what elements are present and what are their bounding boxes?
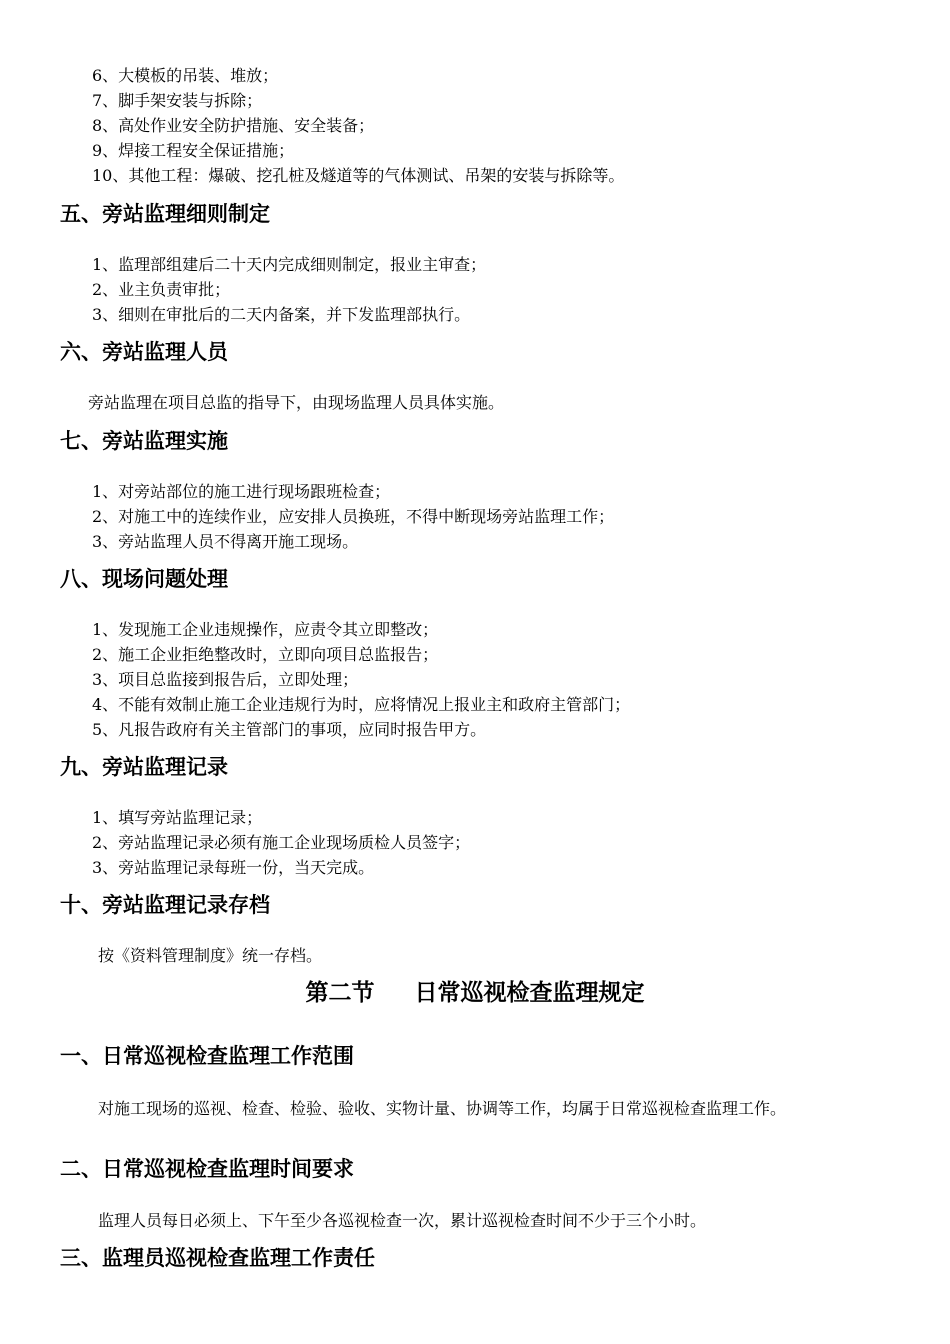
paragraph: 旁站监理在项目总监的指导下，由现场监理人员具体实施。 [88,393,505,412]
list-item: 1、监理部组建后二十天内完成细则制定，报业主审查； [92,255,487,274]
list-item: 7、脚手架安装与拆除； [92,91,263,110]
section-heading: 三、监理员巡视检查监理工作责任 [60,1246,375,1270]
section-heading: 十、旁站监理记录存档 [60,893,270,917]
list-item: 3、旁站监理记录每班一份，当天完成。 [92,858,375,877]
list-item: 4、不能有效制止施工企业违规行为时，应将情况上报业主和政府主管部门； [92,695,631,714]
paragraph: 对施工现场的巡视、检查、检验、验收、实物计量、协调等工作，均属于日常巡视检查监理工作。 [98,1099,787,1118]
section-heading: 九、旁站监理记录 [60,755,228,779]
list-item: 1、填写旁站监理记录； [92,808,263,827]
list-item: 2、对施工中的连续作业，应安排人员换班，不得中断现场旁站监理工作； [92,507,615,526]
list-item: 2、施工企业拒绝整改时，立即向项目总监报告； [92,645,439,664]
list-item: 6、大模板的吊装、堆放； [92,66,279,85]
section-heading: 八、现场问题处理 [60,567,228,591]
paragraph: 监理人员每日必须上、下午至少各巡视检查一次，累计巡视检查时间不少于三个小时。 [98,1211,707,1230]
list-item: 3、项目总监接到报告后，立即处理； [92,670,359,689]
section-number: 第二节 [305,980,375,1006]
section-heading: 一、日常巡视检查监理工作范围 [60,1044,354,1068]
section-heading: 七、旁站监理实施 [60,429,228,453]
chapter-section-title [0,979,950,1007]
section-heading: 五、旁站监理细则制定 [60,202,270,226]
list-item: 1、发现施工企业违规操作，应责令其立即整改； [92,620,439,639]
list-item: 3、旁站监理人员不得离开施工现场。 [92,532,359,551]
section-heading: 六、旁站监理人员 [60,340,228,364]
list-item: 2、旁站监理记录必须有施工企业现场质检人员签字； [92,833,471,852]
list-item: 10、其他工程：爆破、挖孔桩及燧道等的气体测试、吊架的安装与拆除等。 [92,166,625,185]
list-item: 1、对旁站部位的施工进行现场跟班检查； [92,482,391,501]
list-item: 3、细则在审批后的二天内备案，并下发监理部执行。 [92,305,471,324]
list-item: 9、焊接工程安全保证措施； [92,141,295,160]
section-heading: 二、日常巡视检查监理时间要求 [60,1157,354,1181]
list-item: 8、高处作业安全防护措施、安全装备； [92,116,375,135]
list-item: 2、业主负责审批； [92,280,231,299]
section-title-text: 日常巡视检查监理规定 [414,980,645,1006]
paragraph: 按《资料管理制度》统一存档。 [98,946,323,965]
list-item: 5、凡报告政府有关主管部门的事项，应同时报告甲方。 [92,720,487,739]
